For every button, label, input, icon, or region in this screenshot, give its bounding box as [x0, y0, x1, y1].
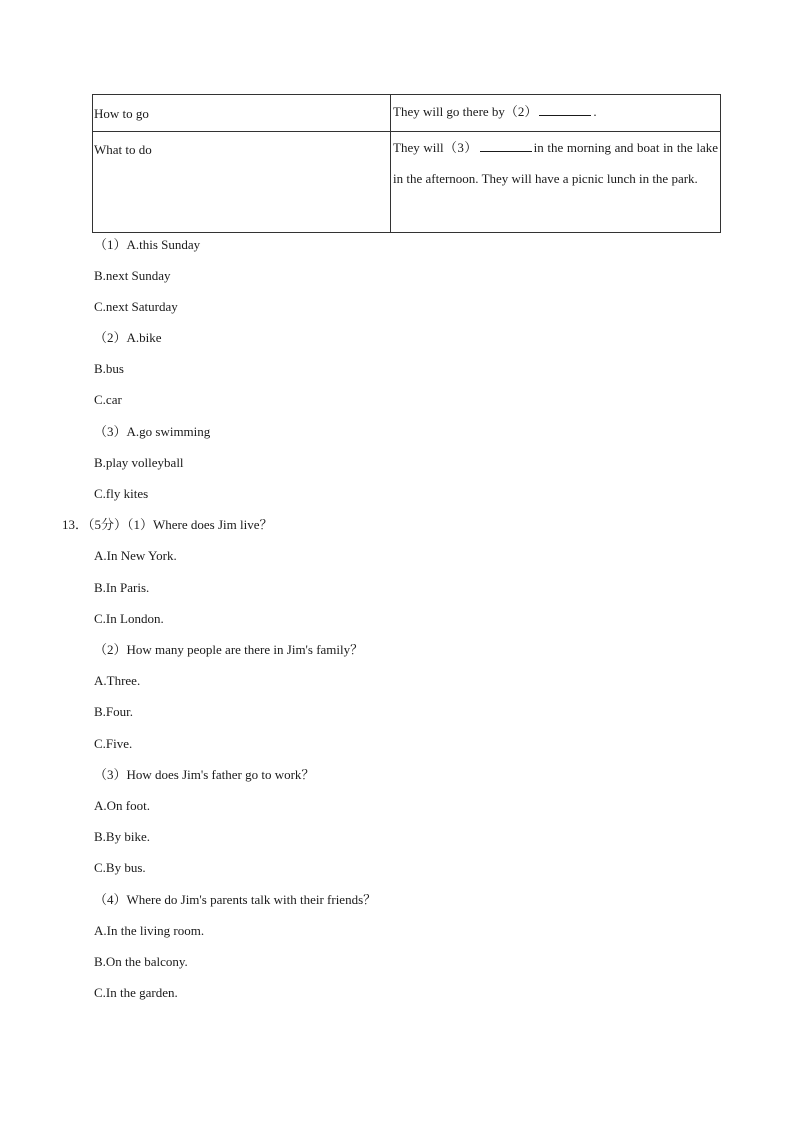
option-line: B.On the balcony.: [94, 954, 188, 969]
option-line: B.In Paris.: [94, 580, 150, 595]
option-line: B.next Sunday: [94, 268, 171, 283]
option-line: C.By bus.: [94, 860, 146, 875]
question-line: （4）Where do Jim's parents talk with their friends？: [94, 892, 377, 907]
question-line: （3）How does Jim's father go to work？: [94, 767, 315, 782]
table-cell-content: [391, 132, 721, 233]
table-row-how-to-go: [93, 95, 721, 132]
answer-blank: [539, 103, 591, 116]
content-text: They will go there by（2）: [393, 104, 538, 119]
table-cell-label: How to go: [93, 95, 391, 132]
option-line: C.car: [94, 392, 122, 407]
option-line: C.Five.: [94, 736, 133, 751]
option-line: A.Three.: [94, 673, 141, 688]
content-text: in the morning and boat in the lake in the afternoon. They will have a picnic lunch in the park.: [393, 140, 719, 186]
option-line: （3）A.go swimming: [94, 424, 211, 439]
option-line: A.On foot.: [94, 798, 150, 813]
option-line: C.In London.: [94, 611, 164, 626]
option-line: （2）A.bike: [94, 330, 162, 345]
table-cell-content: [391, 95, 721, 132]
table-cell-label: What to do: [93, 132, 391, 233]
answer-blank: [480, 139, 532, 152]
option-line: B.play volleyball: [94, 455, 184, 470]
trip-info-table: [92, 94, 721, 233]
question-line: （2）How many people are there in Jim's family？: [94, 642, 364, 657]
option-line: C.next Saturday: [94, 299, 178, 314]
option-line: C.In the garden.: [94, 985, 178, 1000]
option-line: B.Four.: [94, 704, 134, 719]
table-row-what-to-do: [93, 132, 721, 233]
option-line: A.In the living room.: [94, 923, 205, 938]
question-header: 13．（5分）（1）Where does Jim live？: [62, 517, 273, 532]
option-line: A.In New York.: [94, 548, 177, 563]
content-text: They will（3）: [393, 140, 478, 155]
option-line: C.fly kites: [94, 486, 149, 501]
option-line: B.By bike.: [94, 829, 150, 844]
option-line: B.bus: [94, 361, 124, 376]
option-line: （1）A.this Sunday: [94, 237, 201, 252]
content-text: .: [593, 104, 597, 119]
